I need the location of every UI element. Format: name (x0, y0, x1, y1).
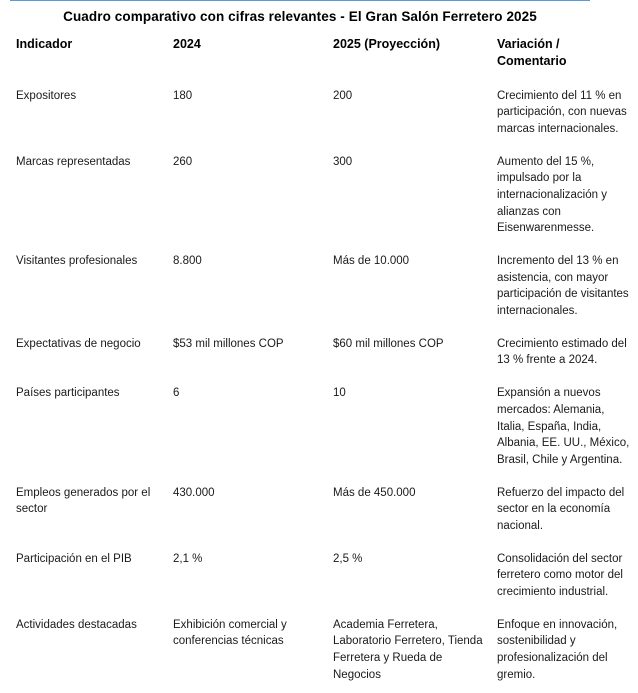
table-row (10, 477, 638, 543)
cell-variation: Crecimiento del 11 % en participación, con nuevas marcas internacionales. (497, 89, 627, 136)
cell-2025: $60 mil millones COP (333, 337, 444, 350)
cell-indicator: Expectativas de negocio (16, 337, 141, 350)
table-row (10, 328, 638, 377)
cell-indicator: Participación en el PIB (16, 552, 132, 565)
cell-2024: Exhibición comercial y conferencias técnicas (173, 618, 287, 648)
cell-variation: Enfoque en innovación, sostenibilidad y profesionalización del gremio. (497, 618, 618, 681)
cell-indicator: Marcas representadas (16, 155, 131, 168)
table-body (10, 80, 638, 691)
cell-2025: 10 (333, 387, 346, 400)
cell-variation: Aumento del 15 %, impulsado por la internacionalización y alianzas con Eisenwarenmesse. (497, 155, 607, 235)
cell-2025: 200 (333, 89, 353, 102)
cell-indicator: Visitantes profesionales (16, 255, 138, 268)
table-header (10, 34, 638, 80)
comparison-table (10, 34, 638, 691)
cell-2025: Más de 10.000 (333, 255, 410, 268)
cell-2024: 260 (173, 155, 193, 168)
column-header-indicator: Indicador (16, 37, 73, 51)
cell-2024: $53 mil millones COP (173, 337, 284, 350)
cell-variation: Expansión a nuevos mercados: Alemania, Italia, España, India, Albania, EE. UU., México, Brasil, Chile y Argentina. (497, 387, 630, 466)
cell-indicator: Actividades destacadas (16, 618, 137, 631)
cell-2024: 430.000 (173, 486, 215, 499)
table-header-row (10, 34, 638, 80)
cell-variation: Incremento del 13 % en asistencia, con mayor participación de visitantes internacionales. (497, 255, 629, 318)
table-row (10, 146, 638, 245)
table-row (10, 80, 638, 146)
table-row (10, 609, 638, 692)
cell-indicator: Países participantes (16, 387, 120, 400)
page-title: Cuadro comparativo con cifras relevantes - El Gran Salón Ferretero 2025 (63, 9, 537, 24)
table-row (10, 377, 638, 476)
cell-2024: 2,1 % (173, 552, 203, 565)
cell-indicator: Empleos generados por el sector (16, 486, 151, 516)
table-row (10, 245, 638, 328)
column-header-variation-line1: Variación / (497, 37, 560, 51)
cell-2025: Academia Ferretera, Laboratorio Ferretero, Tienda Ferretera y Rueda de Negocios (333, 618, 483, 681)
column-header-variation-line2: Comentario (497, 53, 567, 68)
column-header-variation (491, 34, 638, 80)
cell-2024: 180 (173, 89, 193, 102)
cell-variation: Consolidación del sector ferretero como motor del crecimiento industrial. (497, 552, 623, 598)
cell-2025: 2,5 % (333, 552, 363, 565)
table-row (10, 543, 638, 609)
cell-variation: Refuerzo del impacto del sector en la economía nacional. (497, 486, 625, 532)
cell-indicator: Expositores (16, 89, 77, 102)
cell-2024: 6 (173, 387, 180, 400)
cell-2025: 300 (333, 155, 353, 168)
cell-2024: 8.800 (173, 255, 202, 268)
column-header-2025: 2025 (Proyección) (333, 37, 440, 51)
cell-variation: Crecimiento estimado del 13 % frente a 2024. (497, 337, 627, 367)
cell-2025: Más de 450.000 (333, 486, 416, 499)
column-header-2024: 2024 (173, 37, 201, 51)
